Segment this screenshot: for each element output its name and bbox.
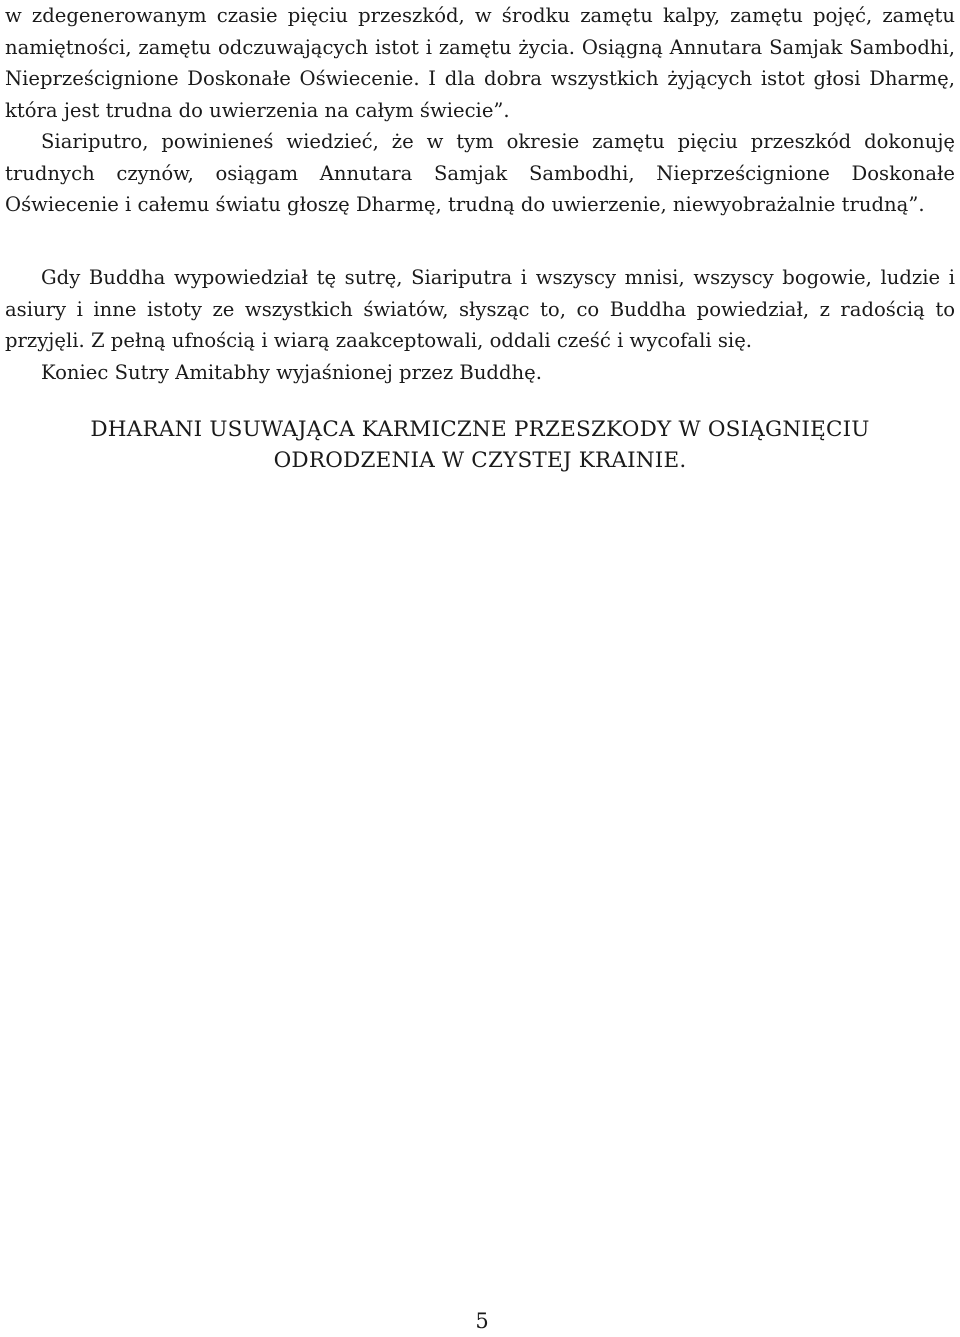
text-section-top	[5, 0, 955, 221]
section-heading	[0, 414, 960, 476]
text-section-bottom	[5, 262, 955, 388]
heading-line-1: DHARANI USUWAJĄCA KARMICZNE PRZESZKODY W OSIĄGNIĘCIU	[90, 417, 870, 442]
paragraph-continuation: w zdegenerowanym czasie pięciu przeszkód, w środku zamętu kalpy, zamętu pojęć, zamętu namiętności, zamętu odczuwających istot i zamętu życia. Osiągną Annutara Samjak Sambodhi, Nieprześcignione Doskonałe Oświecenie. I dla dobra wszystkich żyjących istot głosi Dharmę, która jest trudna do uwierzenia na całym świecie”.	[5, 4, 955, 122]
heading-line-2: ODRODZENIA W CZYSTEJ KRAINIE.	[273, 448, 687, 473]
paragraph-end-of-sutra: Koniec Sutry Amitabhy wyjaśnionej przez Buddhę.	[41, 360, 542, 384]
page-number: 5	[475, 1309, 489, 1333]
paragraph-conclusion: Gdy Buddha wypowiedział tę sutrę, Siariputra i wszyscy mnisi, wszyscy bogowie, ludzie i asiury i inne istoty ze wszystkich światów, słysząc to, co Buddha powiedział, z radością to przyjęli. Z pełną ufnością i wiarą zaakceptowali, oddali cześć i wycofali się.	[5, 266, 955, 352]
paragraph-siariputro: Siariputro, powinieneś wiedzieć, że w tym okresie zamętu pięciu przeszkód dokonuję trudnych czynów, osiągam Annutara Samjak Sambodhi, Nieprześcignione Doskonałe Oświecenie i całemu światu głoszę Dharmę, trudną do uwierzenie, niewyobrażalnie trudną”.	[5, 130, 955, 216]
